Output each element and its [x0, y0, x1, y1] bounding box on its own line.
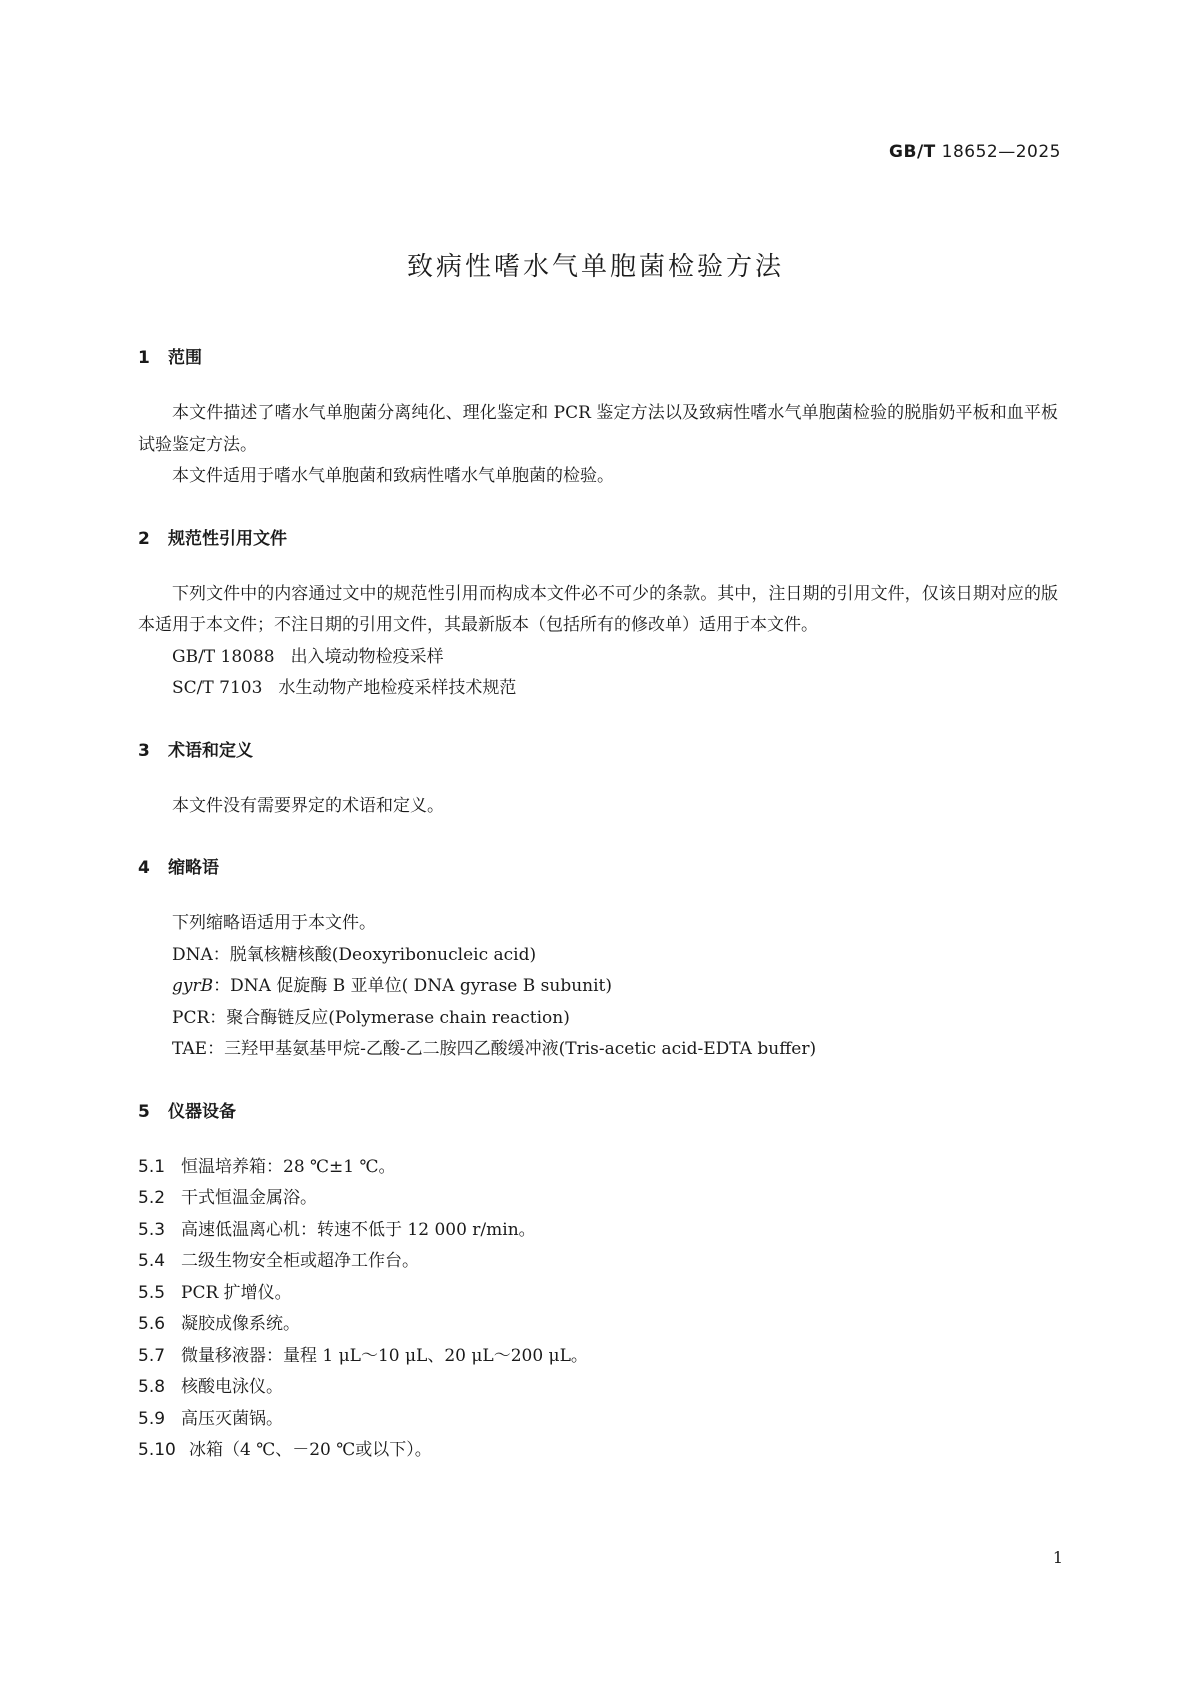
equipment-item	[138, 1309, 1058, 1341]
equipment-item	[138, 1278, 1058, 1310]
reference-name: 出入境动物检疫采样	[290, 646, 444, 667]
equipment-item	[138, 1152, 1058, 1184]
abbreviation-description: 聚合酶链反应(Polymerase chain reaction)	[226, 1007, 570, 1028]
item-text: 高压灭菌锅。	[181, 1408, 283, 1429]
abbreviations-intro: 下列缩略语适用于本文件。	[172, 913, 376, 933]
standard-number: 18652—2025	[941, 142, 1061, 162]
reference-name: 水生动物产地检疫采样技术规范	[278, 678, 517, 698]
abbreviation-separator: ：	[207, 1039, 225, 1059]
item-text: 二级生物安全柜或超净工作台。	[181, 1251, 419, 1271]
scope-paragraph-2: 本文件适用于嗜水气单胞菌和致病性嗜水气单胞菌的检验。	[172, 466, 614, 486]
section-title: 规范性引用文件	[168, 528, 287, 549]
item-text: 恒温培养箱：28 ℃±1 ℃。	[181, 1156, 396, 1177]
abbreviation-item	[138, 1003, 1058, 1035]
section-number: 3	[138, 740, 150, 761]
item-number: 5.5	[138, 1282, 166, 1303]
equipment-item	[138, 1246, 1058, 1278]
item-text: 干式恒温金属浴。	[181, 1188, 317, 1208]
section-title: 术语和定义	[168, 740, 253, 761]
item-text: 高速低温离心机：转速不低于 12 000 r/min。	[181, 1219, 536, 1240]
section-heading-scope	[138, 343, 1058, 374]
item-number: 5.8	[138, 1377, 166, 1397]
section-heading-abbreviations	[138, 853, 1058, 884]
abbreviation-description: 脱氧核糖核酸(Deoxyribonucleic acid)	[229, 944, 537, 965]
equipment-item	[138, 1215, 1058, 1247]
equipment-item	[138, 1435, 1058, 1467]
reference-code: GB/T 18088	[172, 646, 275, 667]
abbreviation-description: 三羟甲基氨基甲烷-乙酸-乙二胺四乙酸缓冲液(Tris-acetic acid-EDTA buffer)	[224, 1039, 817, 1059]
item-text: 凝胶成像系统。	[181, 1314, 300, 1334]
reference-code: SC/T 7103	[172, 678, 263, 698]
abbreviation-item	[138, 940, 1058, 972]
document-body	[138, 343, 1058, 1467]
reference-item	[138, 673, 1058, 705]
equipment-item	[138, 1404, 1058, 1436]
item-text: 冰箱（4 ℃、－20 ℃或以下）。	[189, 1440, 432, 1460]
section-number: 4	[138, 858, 150, 878]
equipment-item	[138, 1183, 1058, 1215]
standard-code	[889, 142, 1061, 162]
section-title: 缩略语	[168, 858, 219, 878]
normative-paragraph: 下列文件中的内容通过文中的规范性引用而构成本文件必不可少的条款。其中，注日期的引用文件，仅该日期对应的版本适用于本文件；不注日期的引用文件，其最新版本（包括所有的修改单）适用于本文件。	[138, 583, 1058, 635]
section-heading-equipment	[138, 1097, 1058, 1128]
section-title: 范围	[168, 348, 202, 368]
abbreviation-description: DNA 促旋酶 B 亚单位( DNA gyrase B subunit)	[230, 976, 613, 996]
standard-prefix: GB/T	[889, 142, 936, 162]
page-number: 1	[1052, 1548, 1063, 1567]
section-number: 2	[138, 528, 150, 549]
abbreviation-term: PCR	[172, 1007, 210, 1028]
item-number: 5.7	[138, 1345, 166, 1366]
abbreviation-item	[138, 1034, 1058, 1066]
item-text: 微量移液器：量程 1 μL～10 μL、20 μL～200 μL。	[181, 1345, 588, 1366]
item-number: 5.2	[138, 1188, 166, 1208]
document-title: 致病性嗜水气单胞菌检验方法	[406, 252, 784, 282]
reference-item	[138, 642, 1058, 674]
abbreviation-term: TAE	[172, 1039, 208, 1059]
abbreviation-separator: ：	[209, 1007, 227, 1028]
item-number: 5.9	[138, 1408, 166, 1429]
abbreviation-term: DNA	[172, 944, 213, 965]
scope-paragraph-1: 本文件描述了嗜水气单胞菌分离纯化、理化鉴定和 PCR 鉴定方法以及致病性嗜水气单胞菌检验的脱脂奶平板和血平板试验鉴定方法。	[138, 403, 1058, 455]
abbreviation-separator: ：	[213, 976, 231, 996]
item-number: 5.6	[138, 1314, 166, 1334]
abbreviation-term: gyrB	[172, 976, 214, 996]
item-text: 核酸电泳仪。	[181, 1377, 283, 1397]
terms-paragraph: 本文件没有需要界定的术语和定义。	[172, 795, 444, 816]
item-number: 5.10	[138, 1440, 176, 1460]
section-number: 5	[138, 1101, 150, 1122]
equipment-item	[138, 1341, 1058, 1373]
item-number: 5.4	[138, 1251, 166, 1271]
section-heading-terms	[138, 736, 1058, 767]
item-text: PCR 扩增仪。	[181, 1282, 292, 1303]
section-number: 1	[138, 348, 150, 368]
abbreviation-separator: ：	[212, 944, 230, 965]
item-number: 5.3	[138, 1219, 166, 1240]
equipment-item	[138, 1372, 1058, 1404]
item-number: 5.1	[138, 1156, 166, 1177]
abbreviation-item	[138, 971, 1058, 1003]
section-heading-normative-references	[138, 524, 1058, 555]
section-title: 仪器设备	[168, 1101, 236, 1122]
